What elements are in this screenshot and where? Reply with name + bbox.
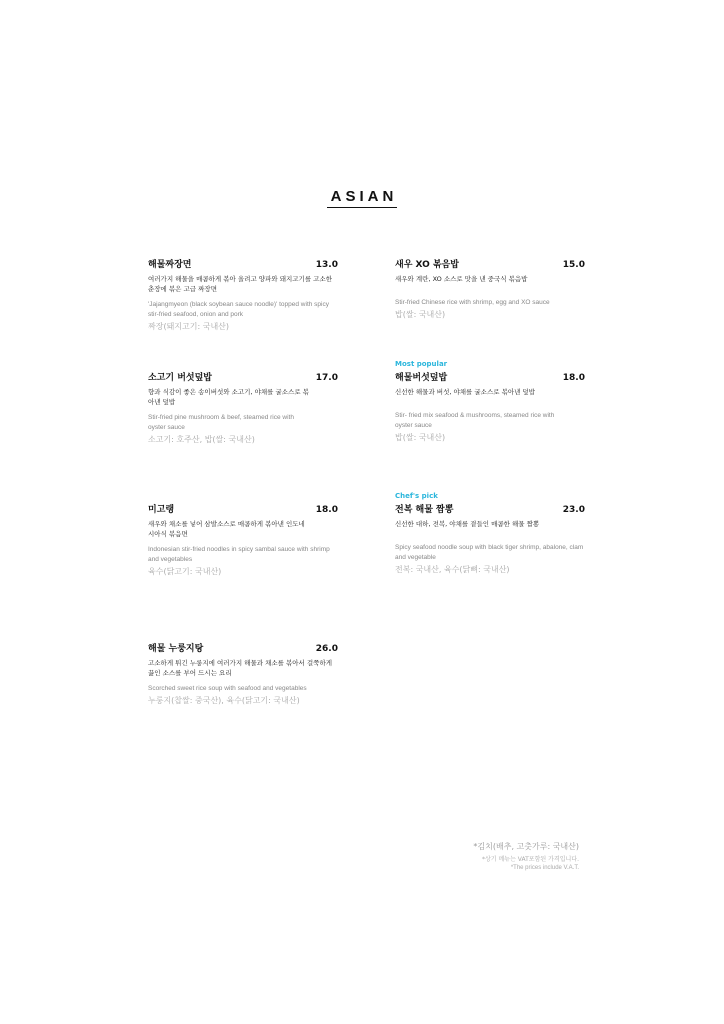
menu-item-description-ko: 여러가지 해물을 매콤하게 볶아 올려고 양파와 돼지고기를 고소한 춘장에 볶은 고급 짜장면 bbox=[148, 275, 332, 293]
menu-item-description-ko: 신선한 해물과 버섯, 야채를 굴소스로 볶아낸 덮밥 bbox=[395, 388, 536, 396]
menu-item-description-ko: 신선한 대하, 전복, 야채를 곁들인 매콤한 해물 짬뽕 bbox=[395, 520, 540, 528]
menu-item-price: 17.0 bbox=[315, 373, 338, 383]
footer-notes bbox=[473, 841, 579, 873]
menu-item-origin: 밥(쌀: 국내산) bbox=[395, 433, 446, 442]
menu-item-description-ko: 새우와 채소를 넣어 삼발소스로 매콤하게 볶아낸 인도네시아식 볶음면 bbox=[148, 520, 305, 538]
menu-item bbox=[148, 505, 338, 578]
vat-note-ko: *상기 메뉴는 VAT포함된 가격입니다. bbox=[481, 856, 579, 863]
most-popular-badge: Most popular bbox=[395, 360, 448, 368]
vat-note-en: *The prices include V.A.T. bbox=[510, 865, 579, 871]
menu-item bbox=[148, 260, 338, 333]
menu-item-price: 18.0 bbox=[562, 373, 585, 383]
menu-item-description-ko: 고소하게 튀긴 누룽지에 여러가지 해물과 채소를 볶아서 걸쭉하게 끓인 소스를 부어 드시는 요리 bbox=[148, 659, 332, 677]
menu-item-description-en: Indonesian stir-fried noodles in spicy sambal sauce with shrimp and vegetables bbox=[148, 546, 330, 563]
menu-item-origin: 소고기: 호주산, 밥(쌀: 국내산) bbox=[148, 435, 255, 444]
menu-item-description-en: 'Jajangmyeon (black soybean sauce noodle)' topped with spicy stir-fried seafood, onion and pork bbox=[148, 301, 329, 318]
menu-item-origin: 육수(닭고기: 국내산) bbox=[148, 567, 222, 576]
menu-item bbox=[395, 360, 585, 444]
menu-item-origin: 짜장(돼지고기: 국내산) bbox=[148, 322, 230, 331]
menu-item-price: 26.0 bbox=[315, 644, 338, 654]
menu-item bbox=[395, 492, 585, 576]
menu-item-name: 해물 누룽지탕 bbox=[148, 644, 204, 654]
menu-item bbox=[395, 260, 585, 321]
menu-item-price: 13.0 bbox=[315, 260, 338, 270]
menu-item-name: 소고기 버섯덮밥 bbox=[148, 373, 212, 383]
menu-item-name: 전복 해물 짬뽕 bbox=[395, 505, 454, 515]
menu-item-description-ko: 새우와 계란, XO 소스로 맛을 낸 중국식 볶음밥 bbox=[395, 275, 528, 283]
kimchi-origin-note: *김치(배추, 고춧가루: 국내산) bbox=[473, 842, 579, 851]
menu-item-description-en: Stir- fried mix seafood & mushrooms, steamed rice with oyster sauce bbox=[395, 412, 555, 429]
menu-item-description-en: Stir-fried pine mushroom & beef, steamed rice with oyster sauce bbox=[148, 414, 294, 431]
menu-item-price: 15.0 bbox=[562, 260, 585, 270]
menu-item-origin: 전복: 국내산, 육수(닭뼈: 국내산) bbox=[395, 565, 510, 574]
menu-item-description-en: Scorched sweet rice soup with seafood and vegetables bbox=[148, 685, 307, 692]
menu-item bbox=[148, 373, 338, 446]
menu-item-origin: 누룽지(찹쌀: 중국산), 육수(닭고기: 국내산) bbox=[148, 696, 300, 705]
menu-item-name: 미고랭 bbox=[148, 505, 175, 515]
menu-item-name: 새우 XO 볶음밥 bbox=[395, 260, 460, 270]
menu-item-price: 18.0 bbox=[315, 505, 338, 515]
menu-item-description-en: Spicy seafood noodle soup with black tiger shrimp, abalone, clam and vegetable bbox=[395, 544, 584, 561]
menu-item-description-en: Stir-fried Chinese rice with shrimp, egg and XO sauce bbox=[395, 299, 550, 306]
menu-item-description-ko: 향과 식감이 좋은 송이버섯와 소고기, 야채를 굴소스로 볶아낸 덮밥 bbox=[148, 388, 309, 406]
menu-item bbox=[148, 644, 338, 707]
menu-item-name: 해물버섯덮밥 bbox=[395, 373, 448, 383]
menu-item-price: 23.0 bbox=[562, 505, 585, 515]
page-title: ASIAN bbox=[0, 188, 724, 208]
menu-item-origin: 밥(쌀: 국내산) bbox=[395, 310, 446, 319]
menu-item-name: 해물짜장면 bbox=[148, 260, 192, 270]
chefs-pick-badge: Chef's pick bbox=[395, 492, 438, 500]
